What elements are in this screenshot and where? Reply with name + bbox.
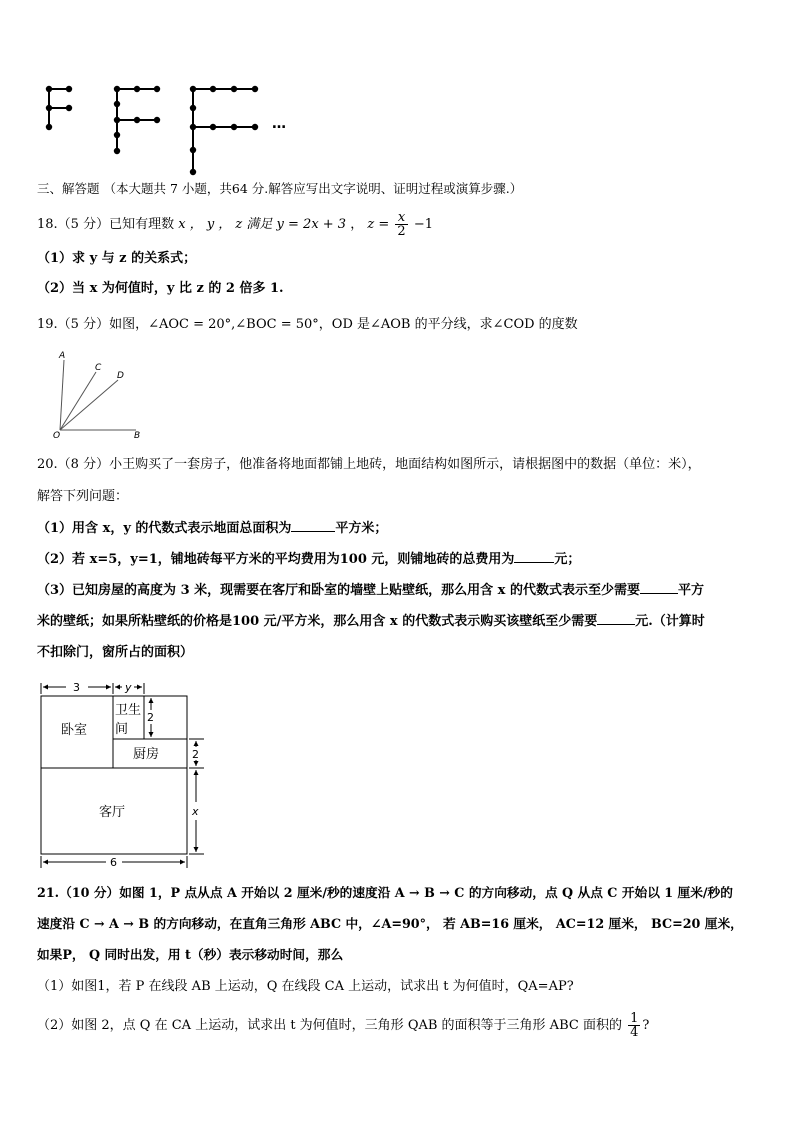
floor-plan-figure: [36, 678, 226, 870]
q18-eq2-left: z =: [367, 217, 390, 232]
matchstick-figures: [40, 80, 300, 180]
q21-line1: 21.（10 分）如图 1，P 点从点 A 开始以 2 厘米/秒的速度沿 A → B → C 的方向移动，点 Q 从点 C 开始以 1 厘米/秒的: [37, 885, 733, 900]
room-bedroom: 卧室: [61, 723, 88, 738]
q20-part3a: [37, 582, 704, 600]
dim-top-3: 3: [73, 681, 80, 694]
room-bath-line2: 间: [115, 722, 129, 737]
ellipsis-text: …: [272, 116, 286, 132]
q20-p1-text: （1）用含 x，y 的代数式表示地面总面积为: [37, 521, 292, 536]
q18-part2: （2）当 x 为何值时，y 比 z 的 2 倍多 1.: [37, 281, 284, 296]
room-bath-line1: 卫生: [115, 703, 142, 718]
q20-part2: [37, 551, 580, 569]
q21-line2: 速度沿 C → A → B 的方向移动，在直角三角形 ABC 中，∠A=90°， 若 AB=16 厘米， AC=12 厘米， BC=20 厘米，: [37, 916, 743, 931]
q20-p1-unit: 平方米；: [335, 521, 388, 536]
q20-part1: [37, 520, 387, 538]
q20-p3-blank2: [597, 624, 635, 625]
q20-p3-text2: 米的壁纸；如果所粘壁纸的价格是100 元/平方米，那么用含 x 的代数式表示购买该壁纸至少需要: [37, 614, 598, 629]
q21-part1: （1）如图1，若 P 在线段 AB 上运动，Q 在线段 CA 上运动，试求出 t 为何值时，QA=AP?: [37, 979, 574, 994]
room-living: 客厅: [99, 805, 126, 820]
q18-fraction: [395, 211, 407, 238]
q20-p1-blank: [291, 531, 335, 532]
q21-line3: 如果P， Q 同时出发，用 t（秒）表示移动时间，那么: [37, 947, 344, 962]
q19-angle-figure: [50, 346, 160, 442]
q19-stem: 19.（5 分）如图，∠AOC = 20°,∠BOC = 50°，OD 是∠AOB 的平分线，求∠COD 的度数: [37, 317, 578, 332]
room-kitchen: 厨房: [133, 747, 160, 762]
q20-part3b: [37, 613, 705, 631]
q20-p3-unit1: 平方: [677, 583, 704, 598]
q18-stem: [37, 211, 433, 238]
section-heading: 三、解答题 （本大题共 7 小题，共64 分.解答应写出文字说明、证明过程或演算步骤.）: [37, 181, 523, 196]
q18-vars: x ， y ， z 满足: [178, 217, 273, 232]
q18-frac-num: x: [397, 210, 406, 225]
dim-right-2b: 2: [192, 748, 199, 761]
q20-line2: 解答下列问题：: [37, 489, 129, 504]
q21-p2-text: （2）如图 2，点 Q 在 CA 上运动，试求出 t 为何值时，三角形 QAB 的面积等于三角形 ABC 面积的: [37, 1018, 622, 1033]
dim-top-y: y: [125, 681, 132, 694]
label-B: B: [134, 431, 141, 441]
q21-p2-end: ?: [642, 1018, 650, 1033]
q21-frac-den: 4: [630, 1025, 639, 1040]
q20-p3-unit2: 元.（计算时: [635, 614, 705, 629]
q21-part2: [37, 1012, 649, 1039]
q20-p3-blank1: [640, 593, 678, 594]
q21-frac-num: 1: [630, 1011, 639, 1026]
q18-eq2-right: −1: [413, 217, 433, 232]
q18-intro: 18.（5 分）已知有理数: [37, 217, 175, 232]
dim-right-x: x: [192, 805, 199, 818]
q18-part1: （1）求 y 与 z 的关系式；: [37, 251, 197, 266]
q20-p2-text: （2）若 x=5，y=1，铺地砖每平方米的平均费用为100 元，则铺地砖的总费用为: [37, 552, 515, 567]
q20-line1: 20.（8 分）小王购买了一套房子，他准备将地面都铺上地砖，地面结构如图所示，请根据图中的数据（单位：米），: [37, 457, 701, 472]
q20-part3c: 不扣除门，窗所占的面积）: [37, 645, 194, 660]
label-C: C: [95, 363, 102, 373]
q18-sep: ，: [350, 217, 364, 232]
q18-eq1: y = 2x + 3: [276, 217, 347, 232]
label-O: O: [53, 431, 61, 441]
label-A: A: [59, 351, 66, 361]
dim-right-2a: 2: [147, 711, 154, 724]
label-D: D: [117, 371, 124, 381]
q21-fraction: [628, 1012, 640, 1039]
dim-bottom-6: 6: [110, 856, 117, 869]
q20-p2-blank: [514, 562, 554, 563]
q20-p3-text: （3）已知房屋的高度为 3 米，现需要在客厅和卧室的墙壁上贴壁纸，那么用含 x 的代数式表示至少需要: [37, 583, 640, 598]
q20-p2-unit: 元；: [554, 552, 581, 567]
q18-frac-den: 2: [397, 224, 406, 239]
